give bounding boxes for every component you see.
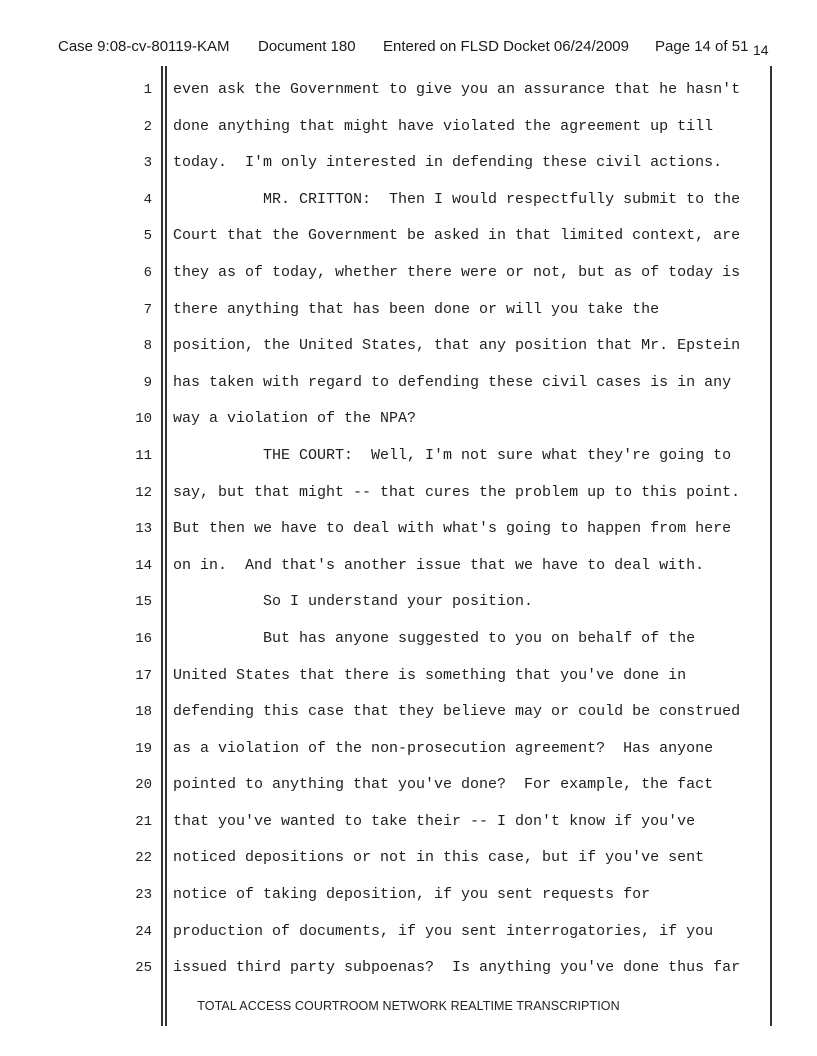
line-number: 10	[135, 411, 152, 428]
transcript-line	[0, 511, 817, 548]
transcript-line	[0, 218, 817, 255]
line-number: 20	[135, 777, 152, 794]
transcript-line	[0, 475, 817, 512]
line-number: 16	[135, 630, 152, 647]
line-text: that you've wanted to take their -- I don't know if you've	[173, 812, 696, 830]
transcript-line	[0, 731, 817, 768]
line-text: issued third party subpoenas? Is anything you've done thus far	[173, 959, 741, 977]
transcript-line	[0, 658, 817, 695]
line-text: But has anyone suggested to you on behalf of the	[173, 629, 696, 647]
line-number: 3	[143, 155, 152, 172]
line-text: there anything that has been done or will you take the	[173, 300, 660, 318]
transcript-line	[0, 292, 817, 329]
line-number: 21	[135, 813, 152, 830]
line-text: So I understand your position.	[173, 593, 534, 611]
transcript-page-number: 14	[753, 42, 769, 58]
transcript-line	[0, 145, 817, 182]
line-text: even ask the Government to give you an assurance that he hasn't	[173, 81, 741, 98]
line-number: 2	[143, 118, 152, 135]
line-number: 24	[135, 923, 152, 940]
line-number: 19	[135, 740, 152, 757]
line-text: But then we have to deal with what's going to happen from here	[173, 520, 732, 538]
transcript-line	[0, 950, 817, 987]
line-text: position, the United States, that any position that Mr. Epstein	[173, 337, 741, 355]
line-text: MR. CRITTON: Then I would respectfully submit to the	[173, 190, 741, 208]
transcript-line	[0, 109, 817, 146]
transcript-line	[0, 694, 817, 731]
line-text: done anything that might have violated the agreement up till	[173, 117, 714, 135]
line-number: 11	[135, 447, 152, 464]
transcript-line	[0, 621, 817, 658]
line-number: 5	[143, 228, 152, 245]
line-number: 9	[143, 374, 152, 391]
transcript-line	[0, 438, 817, 475]
line-text: noticed depositions or not in this case, but if you've sent	[173, 849, 705, 867]
transcript-line	[0, 767, 817, 804]
line-text: United States that there is something that you've done in	[173, 666, 687, 684]
line-number: 23	[135, 887, 152, 904]
line-number: 6	[143, 264, 152, 281]
transcript-line	[0, 548, 817, 585]
line-text: way a violation of the NPA?	[173, 410, 417, 428]
line-number: 14	[135, 557, 152, 574]
line-text: pointed to anything that you've done? For example, the fact	[173, 776, 714, 794]
line-text: Court that the Government be asked in that limited context, are	[173, 227, 741, 245]
document-number: Document 180	[258, 38, 356, 55]
transcript-line	[0, 804, 817, 841]
line-number: 17	[135, 667, 152, 684]
line-text: today. I'm only interested in defending these civil actions.	[173, 154, 723, 172]
line-text: notice of taking deposition, if you sent requests for	[173, 886, 651, 904]
case-number: Case 9:08-cv-80119-KAM	[58, 38, 230, 55]
transcript-line	[0, 877, 817, 914]
line-number: 22	[135, 850, 152, 867]
page-of-total: Page 14 of 51	[655, 38, 749, 55]
transcript-footer: TOTAL ACCESS COURTROOM NETWORK REALTIME TRANSCRIPTION	[197, 999, 620, 1013]
transcript-body	[0, 72, 817, 987]
transcript-line	[0, 401, 817, 438]
line-number: 12	[135, 484, 152, 501]
line-text: they as of today, whether there were or not, but as of today is	[173, 263, 741, 281]
line-text: as a violation of the non-prosecution agreement? Has anyone	[173, 739, 714, 757]
line-number: 13	[135, 521, 152, 538]
line-number: 7	[143, 301, 152, 318]
line-text: THE COURT: Well, I'm not sure what they're going to	[173, 446, 732, 464]
line-text: on in. And that's another issue that we have to deal with.	[173, 556, 705, 574]
line-number: 1	[143, 82, 152, 98]
transcript-line	[0, 328, 817, 365]
line-text: say, but that might -- that cures the problem up to this point.	[173, 483, 741, 501]
entered-docket: Entered on FLSD Docket 06/24/2009	[383, 38, 629, 55]
line-number: 18	[135, 704, 152, 721]
line-text: production of documents, if you sent interrogatories, if you	[173, 922, 714, 940]
line-number: 25	[135, 960, 152, 977]
line-number: 15	[135, 594, 152, 611]
line-text: has taken with regard to defending these civil cases is in any	[173, 373, 732, 391]
line-text: defending this case that they believe may or could be construed	[173, 703, 741, 721]
transcript-line	[0, 72, 817, 109]
line-number: 8	[143, 338, 152, 355]
transcript-line	[0, 914, 817, 951]
transcript-line	[0, 365, 817, 402]
transcript-line	[0, 182, 817, 219]
transcript-line	[0, 255, 817, 292]
line-number: 4	[143, 191, 152, 208]
transcript-line	[0, 584, 817, 621]
transcript-line	[0, 840, 817, 877]
